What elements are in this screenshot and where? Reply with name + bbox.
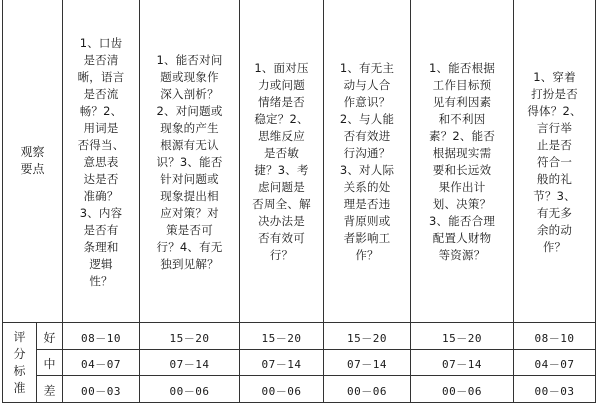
row-header-label: 观察 要点	[20, 144, 45, 176]
score-cell	[514, 350, 596, 376]
score-cell	[324, 350, 411, 376]
scoring-header-cell	[3, 323, 37, 403]
score-cell	[240, 350, 324, 376]
score-range: 15－20	[169, 331, 210, 345]
score-range: 08－10	[81, 331, 122, 345]
score-range: 00－06	[261, 384, 302, 398]
level-label: 好	[43, 330, 56, 345]
score-range: 07－14	[261, 358, 302, 371]
score-cell	[411, 376, 514, 403]
score-range: 15－20	[442, 331, 483, 345]
scoring-header-label: 评 分 标 准	[13, 329, 26, 395]
interview-scoring-table	[2, 0, 596, 403]
criteria-row	[3, 0, 596, 323]
score-cell	[140, 350, 240, 376]
score-range: 00－06	[169, 384, 210, 398]
score-range: 15－20	[261, 331, 302, 345]
criteria-text: 1、能否对问 题或现象作 深入剖析？ 2、对问题或 现象的产生 根源有无认 识？3、能否 针对问题或 现象提出相 应对策？对 策是否可 行？4、有无 独到见解？	[156, 52, 223, 271]
criteria-cell-4	[324, 0, 411, 323]
score-range: 04－07	[534, 358, 575, 371]
criteria-text: 1、口齿 是否清 晰，语言 是否流 畅？2、 用词是 否得当、 意思表 达是否 准确？ 3、内容 是否有 条理和 逻辑 性？	[77, 35, 125, 288]
score-cell	[63, 323, 140, 350]
criteria-text: 1、有无主 动与人合 作意识？ 2、与人能 否有效进 行沟通？ 3、对人际 关系的处 理是否违 背原则或 者影响工 作？	[339, 61, 395, 262]
score-cell	[411, 323, 514, 350]
score-cell	[411, 350, 514, 376]
criteria-text: 1、能否根据 工作目标预 见有利因素 和不利因 素？2、能否 根据现实需 要和长远效 果作出计 划、决策？ 3、能否合理 配置人财物 等资源？	[429, 61, 496, 262]
level-label: 中	[43, 357, 56, 371]
level-cell	[37, 376, 63, 403]
level-cell	[37, 323, 63, 350]
score-cell	[514, 323, 596, 350]
score-row-medium	[3, 350, 596, 376]
score-range: 00－03	[81, 384, 122, 398]
score-range: 00－03	[534, 384, 575, 398]
score-row-poor	[3, 376, 596, 403]
score-range: 00－06	[347, 384, 388, 398]
criteria-cell-5	[411, 0, 514, 323]
score-range: 00－06	[442, 384, 483, 398]
score-cell	[140, 376, 240, 403]
score-cell	[514, 376, 596, 403]
criteria-cell-1	[63, 0, 140, 323]
row-header-cell	[3, 0, 63, 323]
score-cell	[63, 350, 140, 376]
score-cell	[240, 323, 324, 350]
score-range: 04－07	[81, 358, 122, 371]
level-cell	[37, 350, 63, 376]
score-cell	[324, 376, 411, 403]
criteria-cell-6	[514, 0, 596, 323]
criteria-cell-3	[240, 0, 324, 323]
criteria-text: 1、面对压 力或问题 情绪是否 稳定？2、 思维反应 是否敏 捷？3、考 虑问题是 否周全、解 决办法是 否有效可 行？	[252, 61, 311, 262]
criteria-cell-2	[140, 0, 240, 323]
score-range: 07－14	[442, 358, 483, 371]
score-cell	[140, 323, 240, 350]
score-range: 07－14	[347, 358, 388, 371]
criteria-text: 1、穿着 打扮是否 得体？2、 言行举 止是否 符合一 般的礼 节？3、 有无多 余的动 作？	[527, 69, 582, 254]
score-cell	[324, 323, 411, 350]
score-cell	[240, 376, 324, 403]
level-label: 差	[43, 383, 56, 398]
score-cell	[63, 376, 140, 403]
score-range: 08－10	[534, 331, 575, 345]
score-range: 07－14	[169, 358, 210, 371]
score-row-good	[3, 323, 596, 350]
score-range: 15－20	[347, 331, 388, 345]
